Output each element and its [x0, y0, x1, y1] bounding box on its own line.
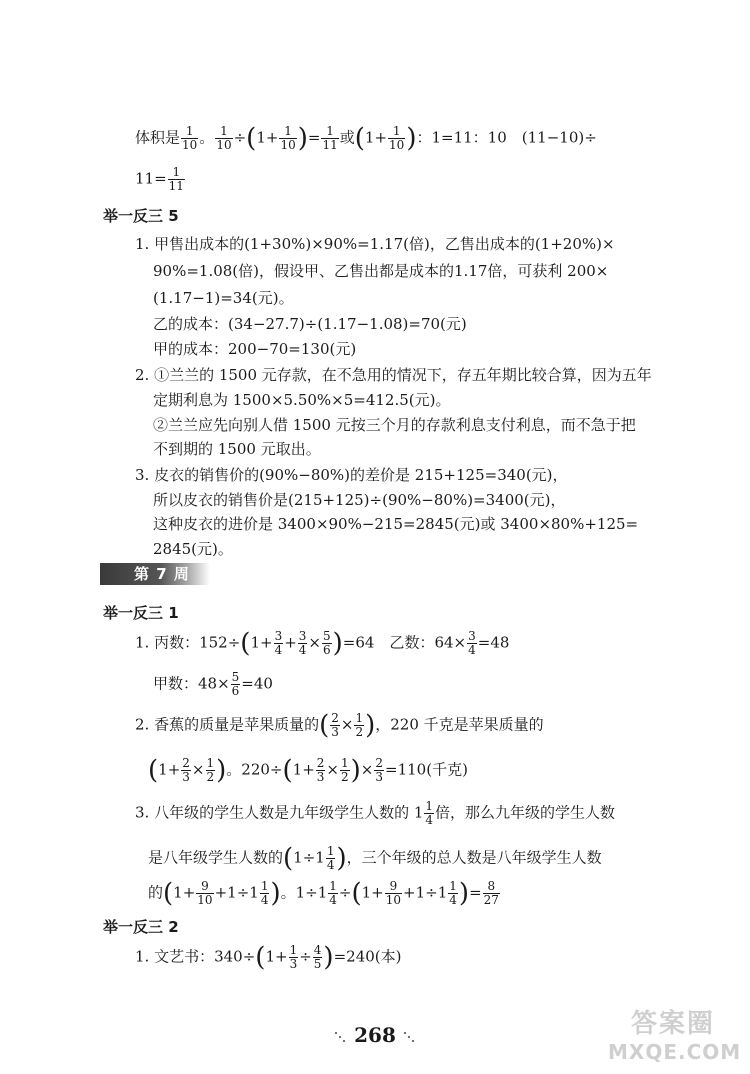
numerator: 1	[388, 125, 405, 139]
paren: )	[270, 878, 281, 909]
decor-dot	[339, 1036, 341, 1038]
numerator: 1	[341, 756, 349, 770]
text: 11=	[135, 169, 167, 188]
paren: (	[240, 628, 251, 659]
answer-line: 甲的成本：200−70=130(元)	[153, 340, 357, 358]
denominator: 4	[326, 858, 335, 872]
denominator: 2	[206, 770, 215, 784]
numerator: 1	[260, 879, 269, 893]
paren: (	[282, 755, 293, 786]
text: 1+	[158, 760, 181, 779]
answer-line: ②兰兰应先向别人借 1500 元按三个月的存款利息支付利息，而不急于把	[153, 416, 636, 434]
text: 。1÷1	[280, 883, 328, 902]
fraction	[467, 630, 477, 657]
fraction	[448, 880, 458, 907]
answer-line	[135, 630, 509, 657]
paren: (	[351, 878, 362, 909]
denominator: 10	[197, 893, 213, 907]
denominator: 3	[289, 957, 298, 971]
paren: )	[216, 755, 227, 786]
text: 1+	[292, 760, 315, 779]
numerator: 1	[449, 879, 457, 893]
text: 1+	[173, 883, 196, 902]
numerator: 1	[215, 125, 232, 139]
numerator: 1	[425, 799, 434, 813]
text: ×	[340, 715, 354, 734]
paren: (	[246, 123, 257, 154]
paren: (	[283, 843, 294, 874]
text: =	[307, 128, 321, 147]
answer-line: (1.17−1)=34(元)。	[153, 289, 294, 307]
text: =240(本)	[333, 947, 402, 966]
top-line-2	[135, 166, 186, 193]
text: ×	[191, 760, 205, 779]
numerator: 3	[468, 629, 476, 643]
fraction	[385, 880, 402, 907]
watermark-logo	[608, 1009, 742, 1072]
answer-line: 乙的成本：(34−27.7)÷(1.17−1.08)=70(元)	[153, 315, 467, 333]
fraction	[260, 880, 270, 907]
answer-line: 90%=1.08(倍)，假设甲、乙售出都是成本的1.17倍，可获利 200×	[153, 262, 609, 280]
decor-dot	[404, 1032, 406, 1034]
text: 的	[148, 883, 164, 902]
paren: )	[297, 123, 308, 154]
denominator: 5	[313, 957, 322, 971]
text: +1÷1	[214, 883, 259, 902]
paren: (	[354, 123, 365, 154]
answer-line: 这种皮衣的进价是 3400×90%−215=2845(元)或 3400×80%+125=	[153, 515, 639, 533]
denominator: 4	[425, 813, 434, 827]
page-number-text: 268	[354, 1023, 396, 1047]
text: +1÷1	[403, 883, 448, 902]
denominator: 10	[182, 138, 198, 152]
fraction	[289, 944, 299, 971]
text: 2. 香蕉的质量是苹果质量的	[135, 715, 320, 734]
denominator: 11	[168, 179, 184, 193]
numerator: 1	[279, 125, 296, 139]
numerator: 9	[385, 880, 402, 894]
numerator: 1	[326, 844, 335, 858]
numerator: 4	[313, 943, 322, 957]
denominator: 4	[329, 893, 337, 907]
numerator: 2	[316, 756, 325, 770]
fraction	[215, 125, 232, 152]
answer-line: 3. 皮衣的销售价的(90%−80%)的差价是 215+125=340(元)，	[135, 466, 568, 484]
paren: (	[163, 878, 174, 909]
answer-line: 不到期的 1500 元取出。	[153, 440, 321, 458]
denominator: 11	[322, 138, 338, 152]
text: ，三个年级的总人数是八年级学生人数	[346, 848, 602, 867]
fraction	[231, 671, 241, 698]
answer-line	[135, 944, 401, 971]
denominator: 4	[468, 643, 476, 657]
denominator: 4	[274, 643, 283, 657]
denominator: 10	[385, 893, 402, 907]
answer-line	[135, 800, 615, 827]
text: =64 乙数：64×	[342, 633, 467, 652]
text: 1. 丙数：152÷	[135, 633, 241, 652]
denominator: 6	[323, 643, 331, 657]
watermark-line-2: MXQE.COM	[608, 1040, 742, 1064]
fraction	[328, 880, 338, 907]
text: ：1=11：10 (11−10)÷	[416, 128, 597, 147]
answer-line	[148, 880, 501, 907]
text: ×	[326, 760, 339, 779]
fraction	[313, 944, 323, 971]
decor-dot	[335, 1032, 337, 1034]
text: ÷	[233, 128, 247, 147]
numerator: 1	[289, 943, 298, 957]
paren: )	[365, 710, 376, 741]
fraction	[181, 757, 191, 784]
fraction	[168, 166, 185, 193]
paren: )	[406, 123, 417, 154]
text: ×	[360, 760, 374, 779]
denominator: 27	[483, 893, 499, 907]
section-heading: 举一反三 5	[103, 207, 179, 225]
numerator: 5	[323, 629, 331, 643]
text: ，220 千克是苹果质量的	[375, 715, 544, 734]
text: 是八年级学生人数的	[148, 848, 284, 867]
fraction	[298, 630, 308, 657]
numerator: 1	[181, 125, 198, 139]
numerator: 1	[329, 879, 337, 893]
text: ÷	[338, 883, 352, 902]
section-heading: 举一反三 1	[103, 604, 179, 622]
fraction	[483, 880, 500, 907]
fraction	[321, 125, 338, 152]
text: 1÷1	[293, 848, 325, 867]
paren: )	[350, 755, 361, 786]
decor-dot	[412, 1040, 414, 1042]
numerator: 1	[321, 125, 338, 139]
paren: )	[458, 878, 470, 909]
text: 1+	[265, 947, 288, 966]
answer-line	[135, 712, 544, 739]
fraction	[206, 757, 216, 784]
denominator: 4	[260, 893, 269, 907]
paren: (	[255, 942, 266, 973]
text: =	[469, 883, 482, 902]
text: 。	[199, 128, 215, 147]
numerator: 3	[298, 629, 307, 643]
denominator: 3	[331, 725, 339, 739]
text: =48	[477, 633, 510, 652]
numerator: 2	[375, 756, 384, 770]
numerator: 1	[355, 711, 364, 725]
text: 体积是	[135, 128, 181, 147]
answer-line: 定期利息为 1500×5.50%×5=412.5(元)。	[153, 391, 451, 409]
watermark-line-1: 答案圈	[630, 1009, 715, 1039]
fraction	[181, 125, 198, 152]
decor-dot	[343, 1040, 345, 1042]
text: ×	[308, 633, 321, 652]
fraction	[330, 712, 340, 739]
answer-line: 1. 甲售出成本的(1+30%)×90%=1.17(倍)，乙售出成本的(1+20%)×	[135, 235, 615, 253]
answer-line: 2. ①兰兰的 1500 元存款，在不急用的情况下，存五年期比较合算，因为五年	[135, 366, 652, 384]
paren: )	[336, 843, 347, 874]
fraction	[424, 800, 434, 827]
denominator: 10	[389, 138, 405, 152]
numerator: 3	[274, 629, 283, 643]
fraction	[274, 630, 284, 657]
denominator: 6	[231, 684, 240, 698]
text: 1+	[361, 883, 384, 902]
paren: )	[332, 628, 343, 659]
text: =110(千克)	[385, 760, 468, 779]
text: 1+	[250, 633, 273, 652]
denominator: 3	[375, 770, 384, 784]
section-heading: 举一反三 2	[103, 918, 179, 936]
answer-line: 所以皮衣的销售价是(215+125)÷(90%−80%)=3400(元)，	[153, 491, 566, 509]
fraction	[388, 125, 405, 152]
text: =40	[241, 674, 273, 693]
text: 1. 文艺书：340÷	[135, 947, 256, 966]
denominator: 10	[216, 138, 232, 152]
fraction	[322, 630, 332, 657]
text: ÷	[299, 947, 312, 966]
text: 甲数：48×	[153, 674, 230, 693]
text: 1+	[364, 128, 388, 147]
fraction	[354, 712, 364, 739]
text: 1+	[256, 128, 279, 147]
numerator: 1	[206, 756, 215, 770]
answer-line	[153, 671, 273, 698]
denominator: 3	[182, 770, 190, 784]
numerator: 5	[231, 670, 240, 684]
denominator: 4	[449, 893, 457, 907]
fraction	[279, 125, 296, 152]
text: +	[284, 633, 297, 652]
denominator: 10	[280, 138, 296, 152]
fraction	[316, 757, 326, 784]
answer-line: 2845(元)。	[153, 540, 233, 558]
fraction	[374, 757, 384, 784]
text: 。220÷	[226, 760, 283, 779]
denominator: 4	[298, 643, 307, 657]
decor-dot	[408, 1036, 410, 1038]
top-line-1	[135, 125, 597, 152]
fraction	[326, 845, 336, 872]
fraction	[340, 757, 350, 784]
text: 倍，那么九年级的学生人数	[435, 803, 616, 822]
denominator: 3	[316, 770, 325, 784]
numerator: 1	[168, 166, 185, 180]
denominator: 2	[341, 770, 349, 784]
numerator: 9	[196, 880, 213, 894]
text: 或	[339, 128, 355, 147]
numerator: 2	[182, 756, 190, 770]
fraction	[196, 880, 213, 907]
paren: (	[319, 710, 330, 741]
week-label: 第 7 周	[134, 565, 190, 583]
paren: (	[148, 755, 159, 786]
text: 3. 八年级的学生人数是九年级学生人数的 1	[135, 803, 424, 822]
paren: )	[323, 942, 334, 973]
numerator: 2	[331, 711, 339, 725]
answer-line	[148, 757, 468, 784]
denominator: 2	[355, 725, 364, 739]
numerator: 8	[483, 880, 500, 894]
answer-line	[148, 845, 602, 872]
